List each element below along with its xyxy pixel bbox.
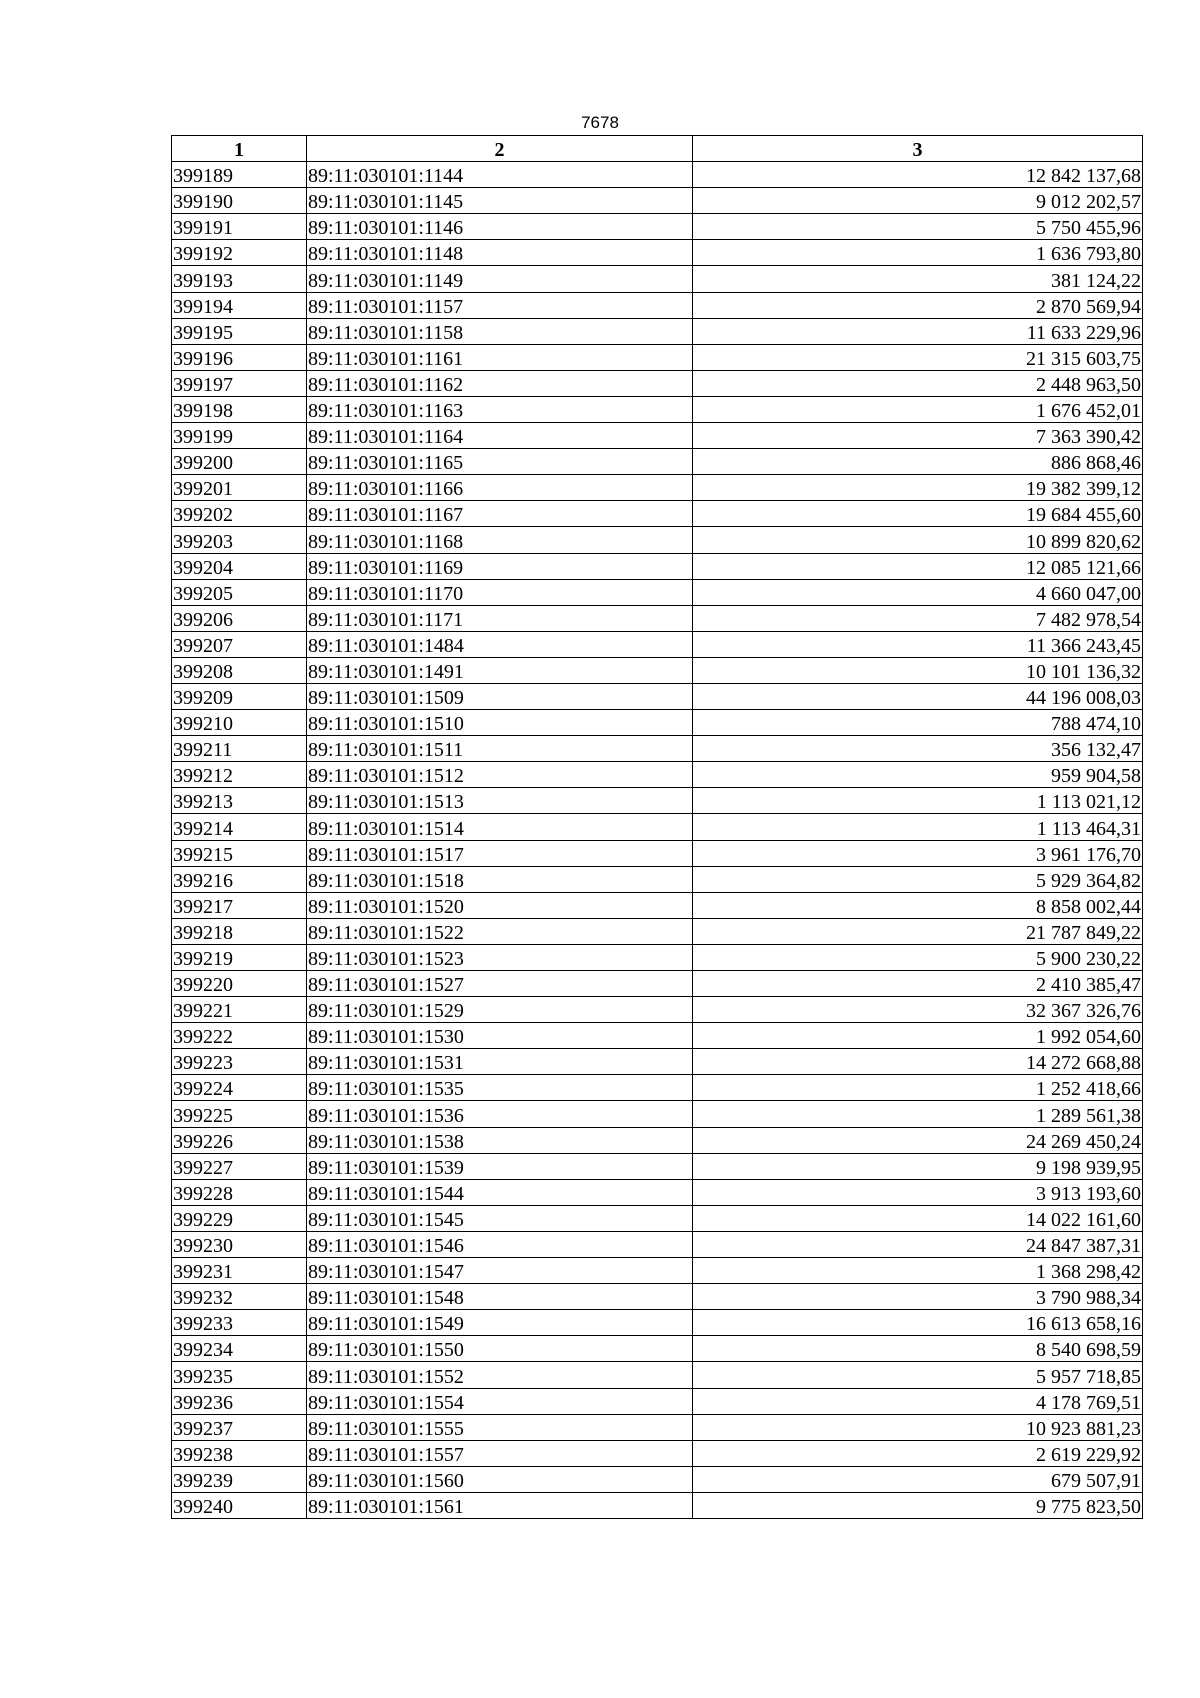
cadastral-number-cell: 89:11:030101:1162: [307, 370, 693, 396]
row-number-cell: 399238: [172, 1440, 307, 1466]
cadastral-number-cell: 89:11:030101:1547: [307, 1258, 693, 1284]
cadastral-number-cell: 89:11:030101:1538: [307, 1127, 693, 1153]
cadastral-number-cell: 89:11:030101:1510: [307, 710, 693, 736]
row-number-cell: 399236: [172, 1388, 307, 1414]
cadastral-number-cell: 89:11:030101:1531: [307, 1049, 693, 1075]
row-number-cell: 399195: [172, 318, 307, 344]
cadastral-number-cell: 89:11:030101:1168: [307, 527, 693, 553]
cadastral-number-cell: 89:11:030101:1539: [307, 1153, 693, 1179]
cadastral-number-cell: 89:11:030101:1518: [307, 866, 693, 892]
table-row: [172, 762, 1143, 788]
cadastral-number-cell: 89:11:030101:1554: [307, 1388, 693, 1414]
value-cell: 1 992 054,60: [693, 1023, 1143, 1049]
cadastral-number-cell: 89:11:030101:1512: [307, 762, 693, 788]
table-row: [172, 788, 1143, 814]
table-row: [172, 1336, 1143, 1362]
value-cell: 4 660 047,00: [693, 579, 1143, 605]
table-row: [172, 475, 1143, 501]
table-row: [172, 657, 1143, 683]
table-row: [172, 1414, 1143, 1440]
cadastral-number-cell: 89:11:030101:1548: [307, 1284, 693, 1310]
value-cell: 5 750 455,96: [693, 214, 1143, 240]
value-cell: 886 868,46: [693, 449, 1143, 475]
column-header-2: 2: [307, 136, 693, 162]
value-cell: 2 619 229,92: [693, 1440, 1143, 1466]
row-number-cell: 399216: [172, 866, 307, 892]
table-row: [172, 370, 1143, 396]
row-number-cell: 399190: [172, 188, 307, 214]
cadastral-number-cell: 89:11:030101:1164: [307, 423, 693, 449]
cadastral-number-cell: 89:11:030101:1530: [307, 1023, 693, 1049]
table-row: [172, 944, 1143, 970]
row-number-cell: 399220: [172, 971, 307, 997]
table-row: [172, 501, 1143, 527]
row-number-cell: 399218: [172, 918, 307, 944]
table-row: [172, 1023, 1143, 1049]
cadastral-number-cell: 89:11:030101:1552: [307, 1362, 693, 1388]
row-number-cell: 399203: [172, 527, 307, 553]
table-row: [172, 1075, 1143, 1101]
cadastral-number-cell: 89:11:030101:1491: [307, 657, 693, 683]
table-row: [172, 866, 1143, 892]
value-cell: 3 961 176,70: [693, 840, 1143, 866]
row-number-cell: 399209: [172, 683, 307, 709]
row-number-cell: 399237: [172, 1414, 307, 1440]
row-number-cell: 399227: [172, 1153, 307, 1179]
value-cell: 16 613 658,16: [693, 1310, 1143, 1336]
row-number-cell: 399231: [172, 1258, 307, 1284]
cadastral-number-cell: 89:11:030101:1545: [307, 1205, 693, 1231]
table-row: [172, 214, 1143, 240]
value-cell: 32 367 326,76: [693, 997, 1143, 1023]
table-row: [172, 1440, 1143, 1466]
cadastral-number-cell: 89:11:030101:1165: [307, 449, 693, 475]
table-row: [172, 971, 1143, 997]
row-number-cell: 399213: [172, 788, 307, 814]
cadastral-number-cell: 89:11:030101:1170: [307, 579, 693, 605]
value-cell: 788 474,10: [693, 710, 1143, 736]
table-row: [172, 1284, 1143, 1310]
value-cell: 11 633 229,96: [693, 318, 1143, 344]
row-number-cell: 399219: [172, 944, 307, 970]
table-row: [172, 1179, 1143, 1205]
cadastral-number-cell: 89:11:030101:1513: [307, 788, 693, 814]
cadastral-number-cell: 89:11:030101:1520: [307, 892, 693, 918]
value-cell: 10 923 881,23: [693, 1414, 1143, 1440]
row-number-cell: 399206: [172, 605, 307, 631]
row-number-cell: 399192: [172, 240, 307, 266]
value-cell: 3 790 988,34: [693, 1284, 1143, 1310]
value-cell: 679 507,91: [693, 1466, 1143, 1492]
table-body: [172, 162, 1143, 1519]
cadastral-number-cell: 89:11:030101:1529: [307, 997, 693, 1023]
table-row: [172, 266, 1143, 292]
cadastral-number-cell: 89:11:030101:1544: [307, 1179, 693, 1205]
table-row: [172, 1205, 1143, 1231]
table-row: [172, 918, 1143, 944]
value-cell: 12 842 137,68: [693, 162, 1143, 188]
cadastral-number-cell: 89:11:030101:1149: [307, 266, 693, 292]
table-row: [172, 1153, 1143, 1179]
row-number-cell: 399198: [172, 396, 307, 422]
value-cell: 24 847 387,31: [693, 1231, 1143, 1257]
value-cell: 1 252 418,66: [693, 1075, 1143, 1101]
row-number-cell: 399234: [172, 1336, 307, 1362]
row-number-cell: 399215: [172, 840, 307, 866]
table-row: [172, 579, 1143, 605]
cadastral-number-cell: 89:11:030101:1517: [307, 840, 693, 866]
row-number-cell: 399239: [172, 1466, 307, 1492]
row-number-cell: 399217: [172, 892, 307, 918]
cadastral-number-cell: 89:11:030101:1169: [307, 553, 693, 579]
value-cell: 21 787 849,22: [693, 918, 1143, 944]
row-number-cell: 399204: [172, 553, 307, 579]
cadastral-number-cell: 89:11:030101:1146: [307, 214, 693, 240]
row-number-cell: 399205: [172, 579, 307, 605]
row-number-cell: 399191: [172, 214, 307, 240]
cadastral-number-cell: 89:11:030101:1523: [307, 944, 693, 970]
value-cell: 10 899 820,62: [693, 527, 1143, 553]
table-header-row: [172, 136, 1143, 162]
table-row: [172, 188, 1143, 214]
row-number-cell: 399189: [172, 162, 307, 188]
cadastral-number-cell: 89:11:030101:1550: [307, 1336, 693, 1362]
row-number-cell: 399211: [172, 736, 307, 762]
table-row: [172, 240, 1143, 266]
table-row: [172, 710, 1143, 736]
cadastral-number-cell: 89:11:030101:1166: [307, 475, 693, 501]
value-cell: 959 904,58: [693, 762, 1143, 788]
table-row: [172, 292, 1143, 318]
cadastral-number-cell: 89:11:030101:1511: [307, 736, 693, 762]
cadastral-number-cell: 89:11:030101:1535: [307, 1075, 693, 1101]
cadastral-number-cell: 89:11:030101:1158: [307, 318, 693, 344]
value-cell: 1 676 452,01: [693, 396, 1143, 422]
value-cell: 14 022 161,60: [693, 1205, 1143, 1231]
value-cell: 356 132,47: [693, 736, 1143, 762]
cadastral-number-cell: 89:11:030101:1561: [307, 1492, 693, 1518]
value-cell: 8 858 002,44: [693, 892, 1143, 918]
value-cell: 7 363 390,42: [693, 423, 1143, 449]
value-cell: 5 929 364,82: [693, 866, 1143, 892]
row-number-cell: 399235: [172, 1362, 307, 1388]
table-row: [172, 1310, 1143, 1336]
table-row: [172, 396, 1143, 422]
value-cell: 8 540 698,59: [693, 1336, 1143, 1362]
value-cell: 1 289 561,38: [693, 1101, 1143, 1127]
table-row: [172, 318, 1143, 344]
row-number-cell: 399228: [172, 1179, 307, 1205]
cadastral-number-cell: 89:11:030101:1549: [307, 1310, 693, 1336]
cadastral-number-cell: 89:11:030101:1514: [307, 814, 693, 840]
row-number-cell: 399224: [172, 1075, 307, 1101]
value-cell: 2 870 569,94: [693, 292, 1143, 318]
cadastral-number-cell: 89:11:030101:1163: [307, 396, 693, 422]
value-cell: 4 178 769,51: [693, 1388, 1143, 1414]
row-number-cell: 399221: [172, 997, 307, 1023]
row-number-cell: 399208: [172, 657, 307, 683]
value-cell: 11 366 243,45: [693, 631, 1143, 657]
row-number-cell: 399200: [172, 449, 307, 475]
value-cell: 9 775 823,50: [693, 1492, 1143, 1518]
table-row: [172, 736, 1143, 762]
table-row: [172, 1258, 1143, 1284]
value-cell: 10 101 136,32: [693, 657, 1143, 683]
table-row: [172, 1127, 1143, 1153]
value-cell: 12 085 121,66: [693, 553, 1143, 579]
table-row: [172, 553, 1143, 579]
table-row: [172, 344, 1143, 370]
value-cell: 44 196 008,03: [693, 683, 1143, 709]
page-number: 7678: [581, 113, 619, 132]
cadastral-number-cell: 89:11:030101:1555: [307, 1414, 693, 1440]
cadastral-number-cell: 89:11:030101:1509: [307, 683, 693, 709]
table-row: [172, 1362, 1143, 1388]
cadastral-number-cell: 89:11:030101:1148: [307, 240, 693, 266]
row-number-cell: 399207: [172, 631, 307, 657]
table-row: [172, 527, 1143, 553]
cadastral-number-cell: 89:11:030101:1167: [307, 501, 693, 527]
cadastral-number-cell: 89:11:030101:1157: [307, 292, 693, 318]
row-number-cell: 399201: [172, 475, 307, 501]
row-number-cell: 399222: [172, 1023, 307, 1049]
table-row: [172, 1466, 1143, 1492]
row-number-cell: 399233: [172, 1310, 307, 1336]
value-cell: 14 272 668,88: [693, 1049, 1143, 1075]
row-number-cell: 399193: [172, 266, 307, 292]
row-number-cell: 399229: [172, 1205, 307, 1231]
value-cell: 1 368 298,42: [693, 1258, 1143, 1284]
table-row: [172, 1101, 1143, 1127]
value-cell: 19 382 399,12: [693, 475, 1143, 501]
row-number-cell: 399232: [172, 1284, 307, 1310]
table-row: [172, 1492, 1143, 1518]
value-cell: 9 198 939,95: [693, 1153, 1143, 1179]
row-number-cell: 399196: [172, 344, 307, 370]
row-number-cell: 399202: [172, 501, 307, 527]
column-header-1: 1: [172, 136, 307, 162]
row-number-cell: 399226: [172, 1127, 307, 1153]
row-number-cell: 399214: [172, 814, 307, 840]
cadastral-number-cell: 89:11:030101:1144: [307, 162, 693, 188]
cadastral-number-cell: 89:11:030101:1145: [307, 188, 693, 214]
cadastral-number-cell: 89:11:030101:1560: [307, 1466, 693, 1492]
row-number-cell: 399194: [172, 292, 307, 318]
table-row: [172, 1231, 1143, 1257]
value-cell: 5 957 718,85: [693, 1362, 1143, 1388]
cadastral-number-cell: 89:11:030101:1171: [307, 605, 693, 631]
row-number-cell: 399223: [172, 1049, 307, 1075]
table-row: [172, 1388, 1143, 1414]
table-row: [172, 892, 1143, 918]
table-row: [172, 423, 1143, 449]
cadastral-number-cell: 89:11:030101:1536: [307, 1101, 693, 1127]
table-row: [172, 162, 1143, 188]
value-cell: 381 124,22: [693, 266, 1143, 292]
cadastral-number-cell: 89:11:030101:1522: [307, 918, 693, 944]
row-number-cell: 399225: [172, 1101, 307, 1127]
row-number-cell: 399230: [172, 1231, 307, 1257]
value-cell: 2 448 963,50: [693, 370, 1143, 396]
cadastral-number-cell: 89:11:030101:1161: [307, 344, 693, 370]
value-cell: 2 410 385,47: [693, 971, 1143, 997]
value-cell: 19 684 455,60: [693, 501, 1143, 527]
row-number-cell: 399210: [172, 710, 307, 736]
data-table: [171, 135, 1143, 1519]
value-cell: 3 913 193,60: [693, 1179, 1143, 1205]
cadastral-number-cell: 89:11:030101:1546: [307, 1231, 693, 1257]
row-number-cell: 399199: [172, 423, 307, 449]
table-row: [172, 631, 1143, 657]
value-cell: 1 113 021,12: [693, 788, 1143, 814]
table-row: [172, 814, 1143, 840]
value-cell: 5 900 230,22: [693, 944, 1143, 970]
value-cell: 24 269 450,24: [693, 1127, 1143, 1153]
value-cell: 7 482 978,54: [693, 605, 1143, 631]
value-cell: 21 315 603,75: [693, 344, 1143, 370]
value-cell: 9 012 202,57: [693, 188, 1143, 214]
cadastral-number-cell: 89:11:030101:1557: [307, 1440, 693, 1466]
row-number-cell: 399197: [172, 370, 307, 396]
row-number-cell: 399212: [172, 762, 307, 788]
cadastral-number-cell: 89:11:030101:1484: [307, 631, 693, 657]
cadastral-number-cell: 89:11:030101:1527: [307, 971, 693, 997]
table-row: [172, 683, 1143, 709]
table-row: [172, 605, 1143, 631]
table-row: [172, 840, 1143, 866]
value-cell: 1 113 464,31: [693, 814, 1143, 840]
table-row: [172, 449, 1143, 475]
table-row: [172, 997, 1143, 1023]
value-cell: 1 636 793,80: [693, 240, 1143, 266]
column-header-3: 3: [693, 136, 1143, 162]
row-number-cell: 399240: [172, 1492, 307, 1518]
table-row: [172, 1049, 1143, 1075]
